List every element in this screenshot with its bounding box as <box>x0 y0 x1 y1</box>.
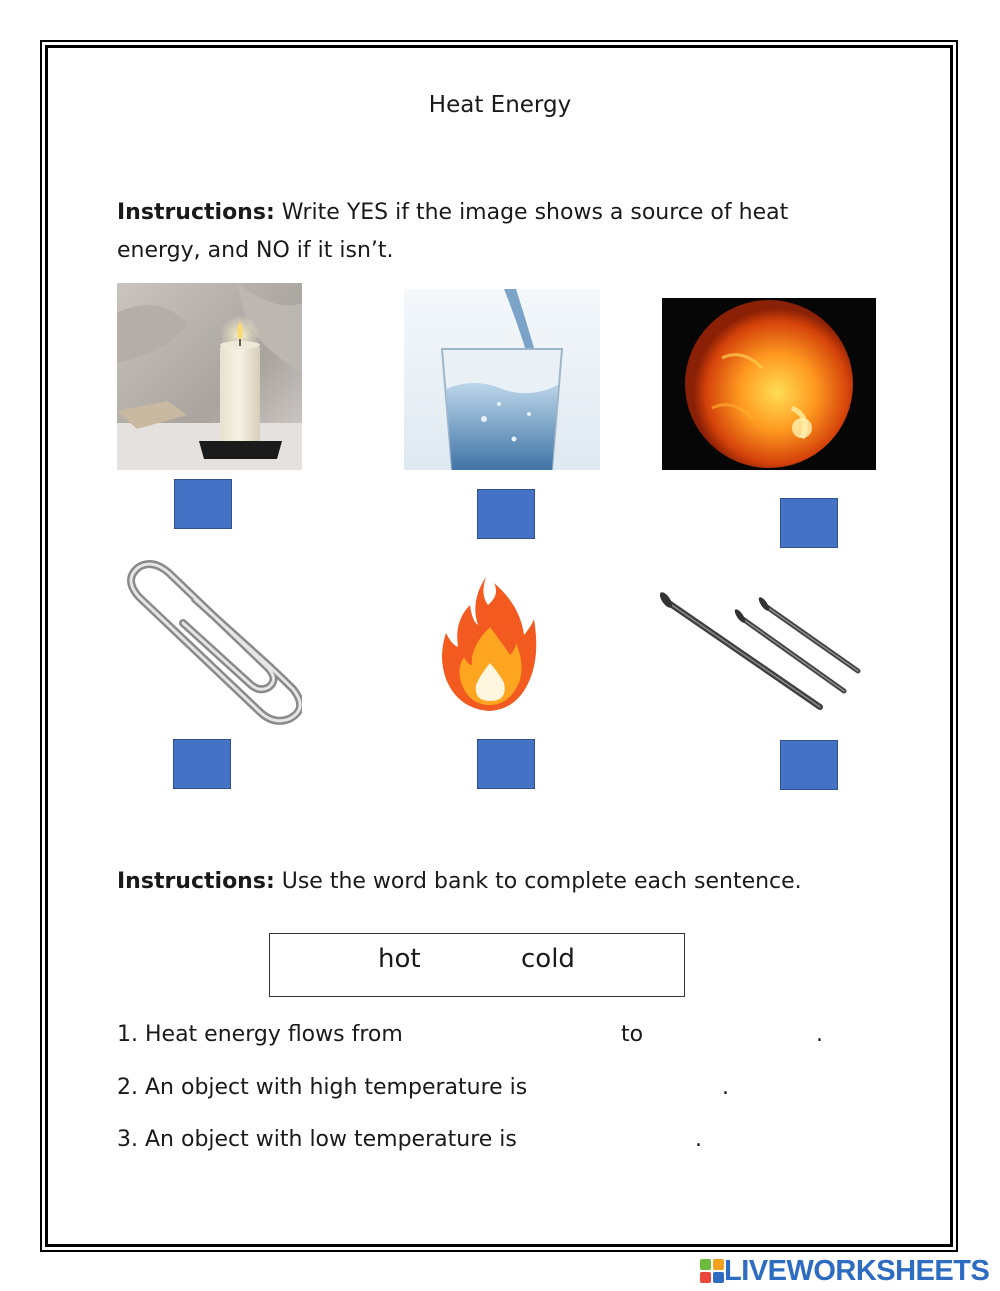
instructions-text-line2: energy, and NO if it isn’t. <box>117 238 394 263</box>
fire-image <box>440 575 540 713</box>
sentence-number: 3. <box>117 1127 138 1152</box>
sentence-3 <box>117 1127 517 1152</box>
instructions-label: Instructions: <box>117 869 275 894</box>
sentence-text: Heat energy flows from <box>145 1022 403 1047</box>
sentence-3-end: . <box>695 1127 702 1152</box>
answer-box-fire[interactable] <box>477 739 535 789</box>
word-bank <box>269 933 685 997</box>
sentence-2 <box>117 1075 527 1100</box>
blank-2[interactable] <box>582 1075 717 1105</box>
sun-image <box>662 298 876 470</box>
word-bank-cold: cold <box>521 944 575 974</box>
liveworksheets-logo-icon <box>700 1259 724 1283</box>
sentence-2-end: . <box>722 1075 729 1100</box>
answer-box-sun[interactable] <box>780 498 838 548</box>
candle-image <box>117 283 302 470</box>
answer-box-candle[interactable] <box>174 479 232 529</box>
liveworksheets-logo-text: LIVEWORKSHEETS <box>724 1254 990 1287</box>
sentence-1-middle: to <box>621 1022 644 1047</box>
blank-1a[interactable] <box>440 1022 610 1052</box>
answer-box-paper-clip[interactable] <box>173 739 231 789</box>
liveworksheets-logo[interactable] <box>700 1256 989 1286</box>
answer-box-water[interactable] <box>477 489 535 539</box>
sentence-1 <box>117 1022 403 1047</box>
nails-image <box>658 583 863 713</box>
instructions-text: Write YES if the image shows a source of heat <box>274 200 789 225</box>
word-bank-hot: hot <box>378 944 421 974</box>
paper-clip-image <box>117 555 302 725</box>
glass-of-water-image <box>404 289 600 470</box>
instructions-label: Instructions: <box>117 200 275 225</box>
sentence-number: 2. <box>117 1075 138 1100</box>
sentence-text: An object with high temperature is <box>145 1075 528 1100</box>
instructions-word-bank <box>117 863 802 901</box>
answer-box-nails[interactable] <box>780 740 838 790</box>
instructions-heat-source <box>117 194 788 270</box>
blank-1b[interactable] <box>660 1022 810 1052</box>
worksheet-title: Heat Energy <box>428 92 572 118</box>
sentence-text: An object with low temperature is <box>145 1127 517 1152</box>
instructions-text: Use the word bank to complete each sentence. <box>274 869 802 894</box>
blank-3[interactable] <box>568 1127 690 1157</box>
sentence-number: 1. <box>117 1022 138 1047</box>
sentence-1-end: . <box>816 1022 823 1047</box>
